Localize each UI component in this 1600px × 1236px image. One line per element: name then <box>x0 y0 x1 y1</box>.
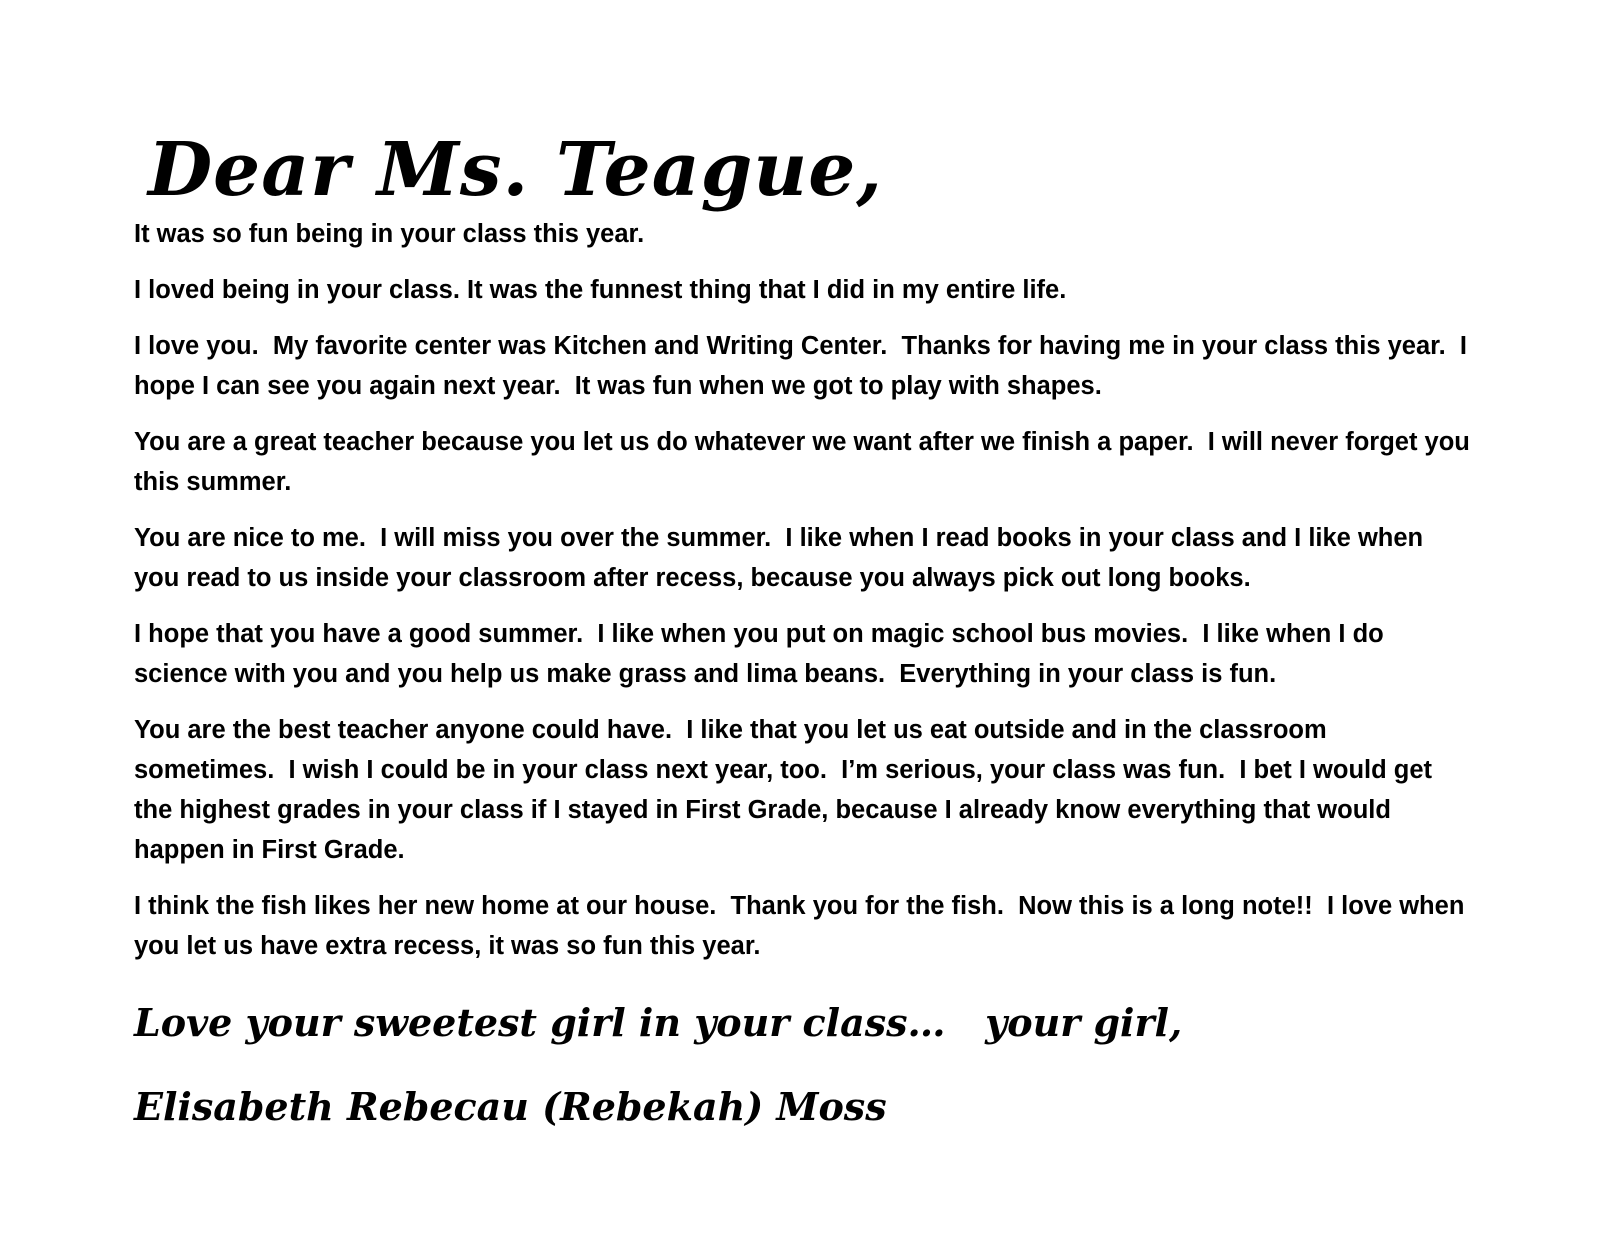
letter-paragraph: You are a great teacher because you let us do whatever we want after we finish a paper. I will never forget you this summer. <box>134 428 1477 496</box>
letter-paragraph: I loved being in your class. It was the funnest thing that I did in my entire life. <box>134 276 1067 304</box>
letter-paragraph: I hope that you have a good summer. I like when you put on magic school bus movies. I like when I do science with you and you help us make grass and lima beans. Everything in your class is fun. <box>134 620 1391 688</box>
letter-paragraph: It was so fun being in your class this year. <box>134 220 645 248</box>
letter-paragraph: I love you. My favorite center was Kitchen and Writing Center. Thanks for having me in your class this year. I hope I can see you again next year. It was fun when we got to play with shapes. <box>134 332 1475 400</box>
letter-paragraph: I think the fish likes her new home at our house. Thank you for the fish. Now this is a long note!! I love when you let us have extra recess, it was so fun this year. <box>134 892 1472 960</box>
letter-signature: Elisabeth Rebecau (Rebekah) Moss <box>134 1084 887 1129</box>
letter-body <box>134 214 1477 982</box>
letter-paragraph: You are nice to me. I will miss you over the summer. I like when I read books in your class and I like when you read to us inside your classroom after recess, because you always pick out long books. <box>134 524 1431 592</box>
letter-paragraph: You are the best teacher anyone could have. I like that you let us eat outside and in the classroom sometimes. I wish I could be in your class next year, too. I’m serious, your class was fun. I bet I would get the highest grades in your class if I stayed in First Grade, because I already know everything that would happen in First Grade. <box>134 716 1440 864</box>
letter-closing: Love your sweetest girl in your class… your girl, <box>134 1000 1183 1045</box>
letter-salutation: Dear Ms. Teague, <box>148 127 884 213</box>
